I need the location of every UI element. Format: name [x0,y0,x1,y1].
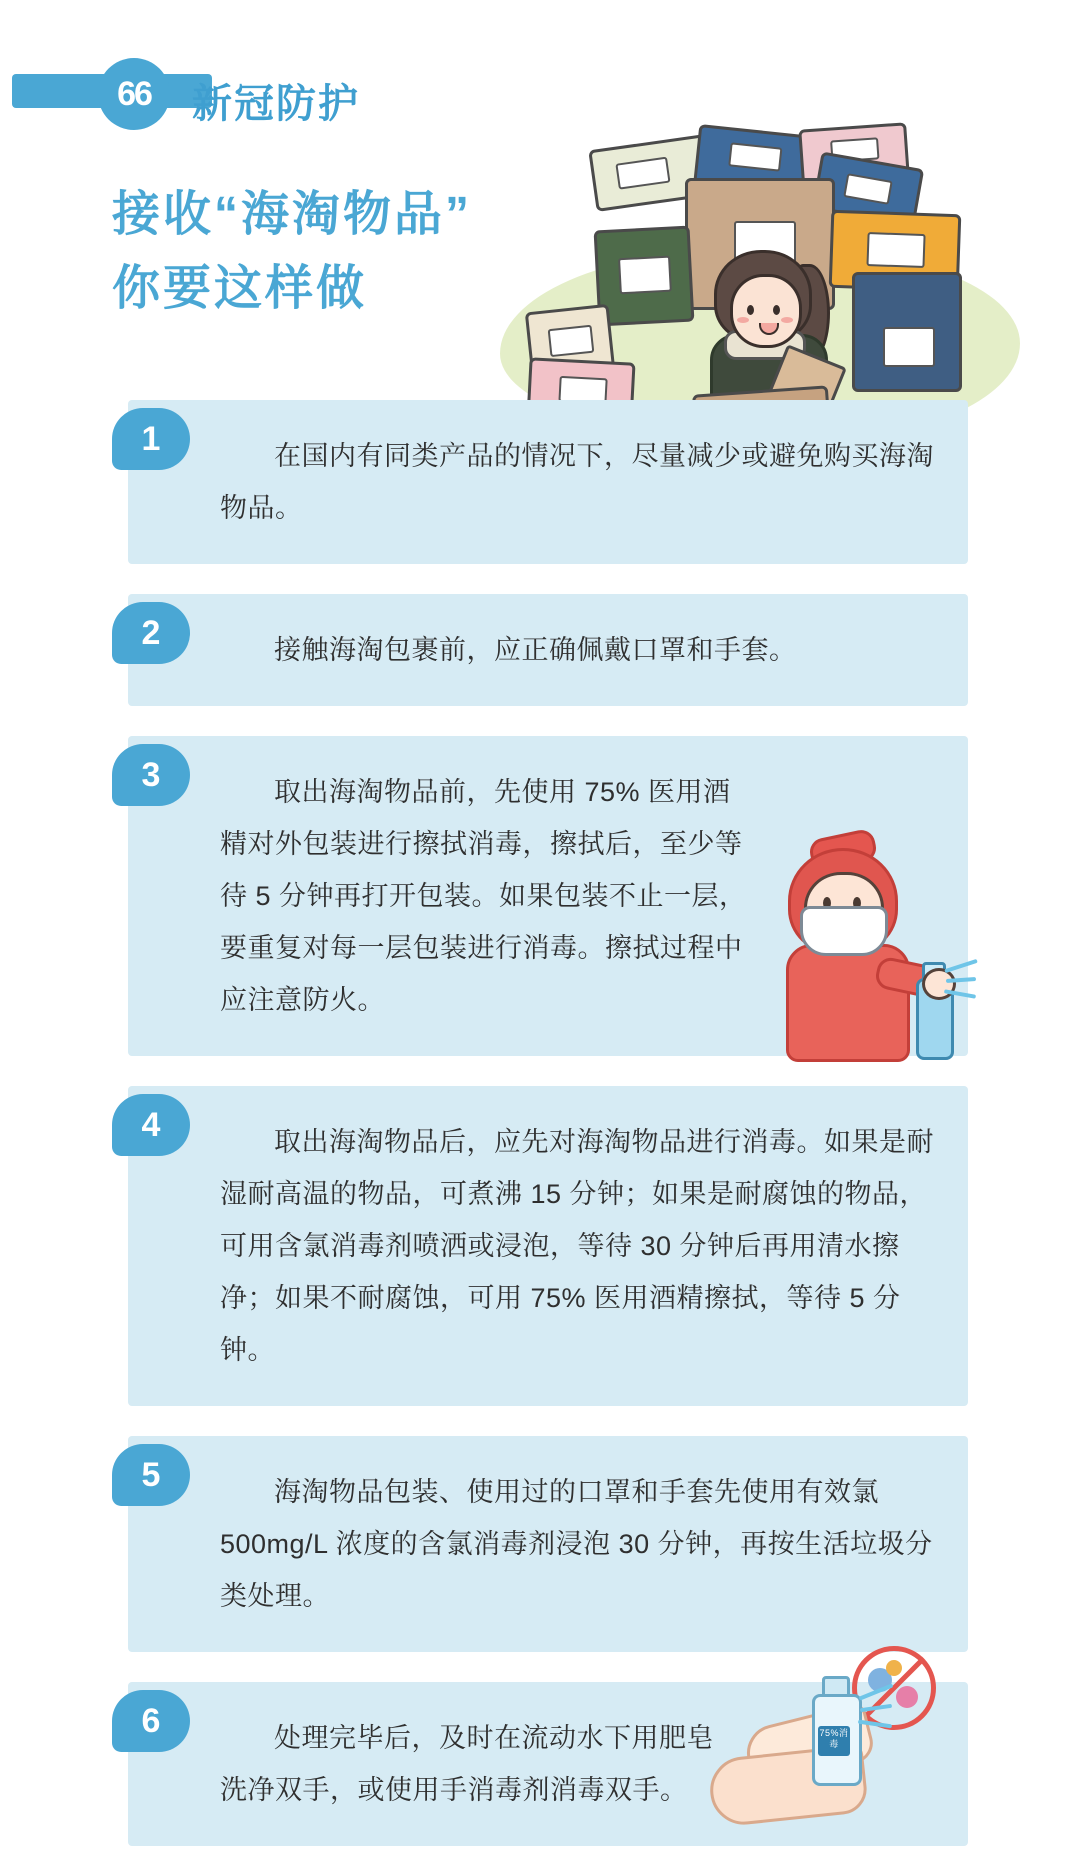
step-number-badge: 5 [112,1444,190,1506]
list-item [0,736,1080,1056]
list-item [0,1682,1080,1846]
step-text: 取出海淘物品后，应先对海淘物品进行消毒。如果是耐湿耐高温的物品，可煮沸 15 分钟；如果是耐腐蚀的物品，可用含氯消毒剂喷洒或浸泡，等待 30 分钟后再用清水擦净；如果不耐腐蚀，可用 75% 医用酒精擦拭，等待 5 分钟。 [220,1127,934,1365]
shipping-label [618,256,672,295]
parcel-box [852,272,962,392]
cheek-blush [737,317,749,323]
spray-mist [944,959,978,973]
cheek-blush [781,317,793,323]
virus-pair-icon: 66 [98,58,170,130]
page-title-line-2: 你要这样做 [112,262,368,315]
shipping-label [615,157,670,190]
girl-opening-parcels-illustration [500,120,1060,440]
step-number-badge: 1 [112,408,190,470]
step-text: 海淘物品包装、使用过的口罩和手套先使用有效氯 500mg/L 浓度的含氯消毒剂浸泡 30 分钟，再按生活垃圾分类处理。 [220,1477,933,1611]
step-number-badge: 2 [112,602,190,664]
sanitizer-bottle-label: 75%消毒 [818,1726,850,1756]
page-title-line-1: 接收“海淘物品” [112,188,473,241]
step-panel [128,594,968,706]
step-panel [128,400,968,564]
step-text: 在国内有同类产品的情况下，尽量减少或避免购买海淘物品。 [220,441,934,523]
list-item [0,400,1080,564]
step-panel [128,1436,968,1652]
step-panel [128,1682,968,1846]
list-item [0,594,1080,706]
shipping-label [728,142,782,171]
face-mask-icon [800,906,888,956]
list-item [0,1086,1080,1406]
step-panel [128,1086,968,1406]
header [0,58,520,130]
spray-mist [946,977,976,983]
eye [747,305,754,315]
shipping-label [843,173,892,205]
face [730,274,802,348]
step-text: 处理完毕后，及时在流动水下用肥皂洗净双手，或使用手消毒剂消毒双手。 [220,1723,714,1805]
step-number-badge: 6 [112,1690,190,1752]
header-title: 新冠防护 [192,82,360,126]
shipping-label [866,232,925,268]
hand-washing-sanitizer-illustration [700,1660,950,1850]
hand [922,968,956,1000]
list-item [0,1436,1080,1652]
step-number-badge: 3 [112,744,190,806]
step-number-badge: 4 [112,1094,190,1156]
step-panel [128,736,968,1056]
steps-list [0,400,1080,1876]
step-text: 接触海淘包裹前，应正确佩戴口罩和手套。 [274,635,797,665]
mouth [759,323,779,335]
shipping-label [883,327,935,367]
eye [773,305,780,315]
step-text: 取出海淘物品前，先使用 75% 医用酒精对外包装进行擦拭消毒，擦拭后，至少等待 5 分钟再打开包装。如果包装不止一层，要重复对每一层包装进行消毒。擦拭过程中应注意防火。 [220,777,747,1015]
shipping-label [548,325,595,357]
girl-spraying-disinfectant-illustration [766,832,976,1062]
